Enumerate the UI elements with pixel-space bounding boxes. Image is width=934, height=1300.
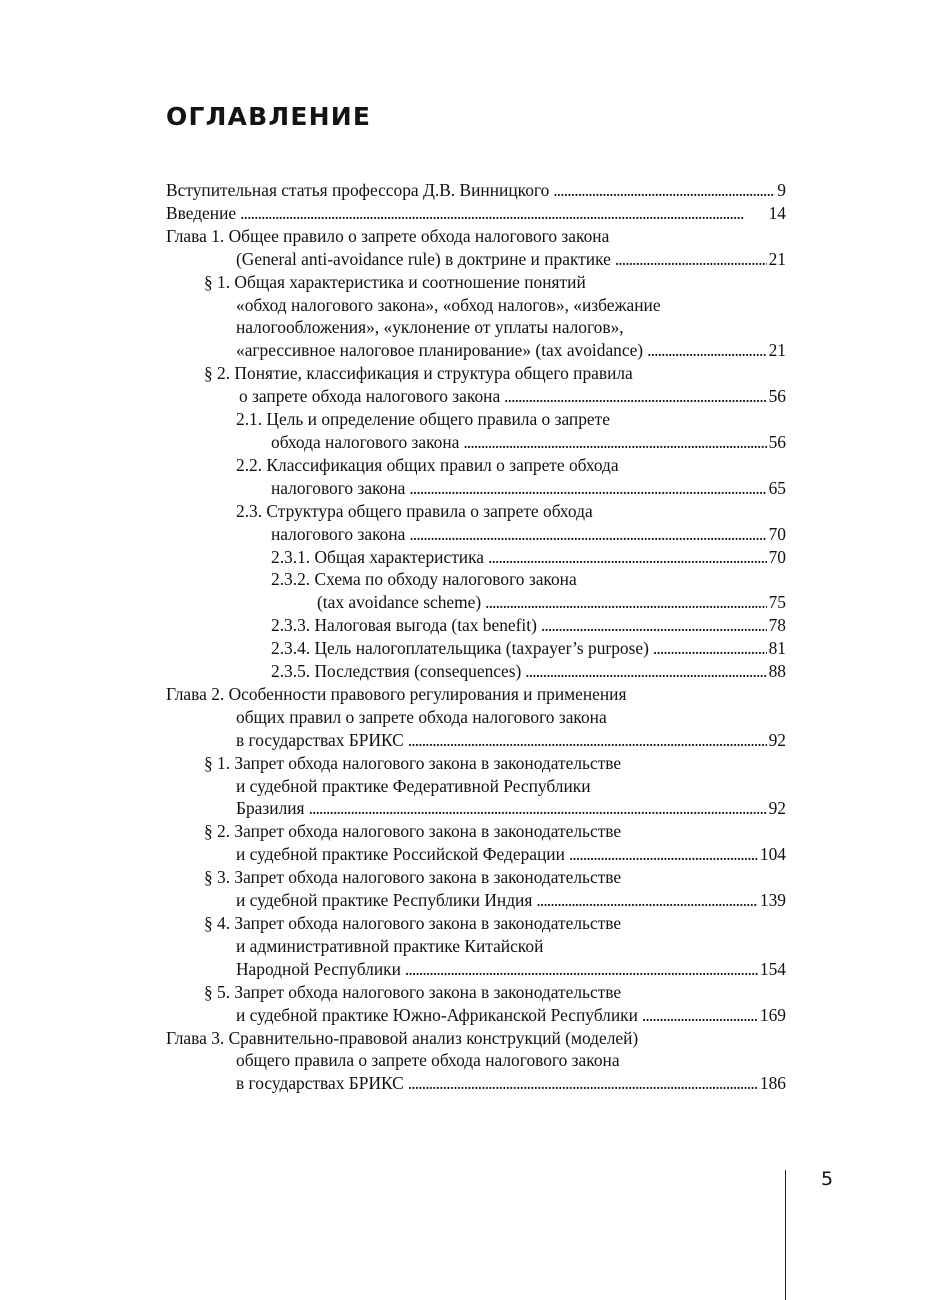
toc-page-number: 56 bbox=[768, 386, 786, 407]
toc-page-number: 81 bbox=[768, 638, 786, 659]
toc-page-number: 139 bbox=[759, 890, 786, 911]
toc-page-number: 75 bbox=[768, 592, 786, 613]
toc-entry-line: § 4. Запрет обхода налогового закона в законодательстве bbox=[204, 913, 622, 933]
toc-entry-subsection-2-2[interactable] bbox=[166, 454, 786, 500]
toc-entry-line: Народной Республики bbox=[236, 958, 401, 979]
toc-entry-line: и административной практике Китайской bbox=[236, 935, 544, 956]
dot-leader bbox=[309, 797, 767, 820]
toc-entry-ch2-section-2[interactable] bbox=[166, 820, 786, 866]
toc-entry-line: налогообложения», «уклонение от уплаты налогов», bbox=[236, 317, 624, 338]
toc-entry-line: Глава 1. Общее правило о запрете обхода налогового закона bbox=[166, 225, 610, 246]
page-margin-rule bbox=[785, 1170, 786, 1300]
toc-entry-ch1-section-1[interactable] bbox=[166, 271, 786, 363]
toc-entry-line: 2.2. Классификация общих правил о запрете обхода bbox=[236, 454, 619, 475]
dot-leader bbox=[653, 637, 767, 660]
toc-entry-line: 2.3.1. Общая характеристика bbox=[271, 546, 485, 567]
toc-entry-ch2-section-4[interactable] bbox=[166, 912, 786, 981]
toc-page-number: 92 bbox=[768, 729, 786, 750]
dot-leader bbox=[463, 431, 766, 454]
toc-page-number: 56 bbox=[768, 431, 786, 452]
toc-list bbox=[166, 179, 786, 1095]
toc-entry-ch1-section-2[interactable] bbox=[166, 362, 786, 408]
toc-entry-line: § 1. Общая характеристика и соотношение понятий bbox=[204, 271, 586, 292]
toc-entry-line: 2.3.3. Налоговая выгода (tax benefit) bbox=[271, 615, 537, 636]
dot-leader bbox=[553, 179, 775, 202]
toc-entry-subsection-2-3-5[interactable] bbox=[166, 660, 786, 683]
toc-entry-subsection-2-3-4[interactable] bbox=[166, 637, 786, 660]
toc-entry-chapter-3[interactable] bbox=[166, 1027, 786, 1096]
toc-entry-line: в государствах БРИКС bbox=[236, 1073, 404, 1094]
toc-heading: ОГЛАВЛЕНИЕ bbox=[166, 102, 372, 131]
toc-entry-line: § 5. Запрет обхода налогового закона в законодательстве bbox=[204, 981, 622, 1002]
toc-entry-chapter-2[interactable] bbox=[166, 683, 786, 752]
toc-entry-subsection-2-3[interactable] bbox=[166, 500, 786, 546]
dot-leader bbox=[408, 729, 767, 752]
dot-leader bbox=[240, 202, 767, 225]
toc-entry-line: § 1. Запрет обхода налогового закона в законодательстве bbox=[204, 752, 622, 773]
toc-entry-subsection-2-3-1[interactable] bbox=[166, 546, 786, 569]
toc-page-number: 70 bbox=[768, 523, 786, 544]
toc-entry-line: «обход налогового закона», «обход налогов», «избежание bbox=[236, 294, 661, 315]
toc-entry-line: (General anti-avoidance rule) в доктрине и практике bbox=[236, 248, 611, 269]
toc-entry-line: 2.3.5. Последствия (consequences) bbox=[271, 661, 522, 682]
dot-leader bbox=[485, 591, 766, 614]
dot-leader bbox=[409, 523, 766, 546]
page-number: 5 bbox=[821, 1168, 834, 1190]
toc-page-number: 169 bbox=[759, 1004, 786, 1025]
toc-entry-line: налогового закона bbox=[271, 523, 406, 544]
toc-entry-line: Глава 2. Особенности правового регулирования и применения bbox=[166, 683, 627, 704]
toc-entry-ch2-section-3[interactable] bbox=[166, 866, 786, 912]
toc-entry-subsection-2-3-3[interactable] bbox=[166, 614, 786, 637]
dot-leader bbox=[405, 958, 758, 981]
toc-entry-subsection-2-1[interactable] bbox=[166, 408, 786, 454]
toc-entry-line: § 3. Запрет обхода налогового закона в законодательстве bbox=[204, 867, 622, 888]
toc-page-number: 154 bbox=[759, 958, 786, 979]
dot-leader bbox=[536, 889, 758, 912]
toc-entry-line: налогового закона bbox=[271, 477, 406, 498]
toc-entry-line: общего правила о запрете обхода налогового закона bbox=[236, 1050, 620, 1071]
toc-entry-line: (tax avoidance scheme) bbox=[317, 592, 482, 613]
toc-entry-ch2-section-1[interactable] bbox=[166, 752, 786, 821]
dot-leader bbox=[488, 546, 767, 569]
toc-page-number: 21 bbox=[768, 340, 786, 361]
toc-entry-introduction[interactable] bbox=[166, 202, 786, 225]
toc-entry-line: и судебной практике Российской Федерации bbox=[236, 844, 565, 865]
dot-leader bbox=[408, 1072, 758, 1095]
toc-page-number: 92 bbox=[768, 798, 786, 819]
dot-leader bbox=[569, 843, 758, 866]
toc-page-number: 186 bbox=[759, 1073, 786, 1094]
toc-entry-line: Введение bbox=[166, 202, 237, 223]
toc-page-number: 70 bbox=[768, 546, 786, 567]
toc-page-number: 21 bbox=[768, 248, 786, 269]
toc-entry-line: о запрете обхода налогового закона bbox=[239, 386, 501, 407]
toc-entry-line: Вступительная статья профессора Д.В. Винницкого bbox=[166, 180, 550, 200]
toc-entry-line: 2.3.2. Схема по обходу налогового закона bbox=[271, 569, 577, 590]
toc-page-number: 14 bbox=[768, 202, 786, 223]
toc-entry-line: и судебной практике Республики Индия bbox=[236, 890, 533, 911]
dot-leader bbox=[647, 339, 767, 362]
toc-page-number: 78 bbox=[768, 615, 786, 636]
toc-page-number: 88 bbox=[768, 661, 786, 682]
toc-entry-ch2-section-5[interactable] bbox=[166, 981, 786, 1027]
dot-leader bbox=[504, 385, 766, 408]
toc-entry-line: в государствах БРИКС bbox=[236, 729, 404, 750]
toc-page-number: 9 bbox=[777, 180, 786, 200]
toc-entry-line: «агрессивное налоговое планирование» (tax avoidance) bbox=[236, 340, 644, 361]
toc-entry-line: § 2. Понятие, классификация и структура общего правила bbox=[204, 363, 633, 384]
toc-entry-line: обхода налогового закона bbox=[271, 431, 460, 452]
toc-entry-line: 2.1. Цель и определение общего правила о запрете bbox=[236, 409, 610, 430]
toc-entry-line: Бразилия bbox=[236, 798, 305, 819]
toc-entry-line: § 2. Запрет обхода налогового закона в законодательстве bbox=[204, 821, 622, 842]
dot-leader bbox=[615, 248, 767, 271]
toc-entry-line: общих правил о запрете обхода налогового закона bbox=[236, 706, 607, 727]
toc-entry-chapter-1[interactable] bbox=[166, 225, 786, 271]
dot-leader bbox=[541, 614, 767, 637]
dot-leader bbox=[409, 477, 766, 500]
dot-leader bbox=[642, 1004, 758, 1027]
toc-entry-line: и судебной практике Федеративной Республики bbox=[236, 775, 591, 796]
toc-entry-intro-article[interactable] bbox=[166, 179, 786, 202]
toc-entry-line: и судебной практике Южно-Африканской Республики bbox=[236, 1004, 638, 1025]
toc-entry-line: Глава 3. Сравнительно-правовой анализ конструкций (моделей) bbox=[166, 1027, 639, 1048]
toc-page-number: 104 bbox=[759, 844, 786, 865]
dot-leader bbox=[525, 660, 766, 683]
toc-entry-line: 2.3.4. Цель налогоплательщика (taxpayer’s purpose) bbox=[271, 638, 649, 659]
toc-page-number: 65 bbox=[768, 477, 786, 498]
toc-entry-line: 2.3. Структура общего правила о запрете обхода bbox=[236, 500, 593, 521]
toc-entry-subsection-2-3-2[interactable] bbox=[166, 568, 786, 614]
